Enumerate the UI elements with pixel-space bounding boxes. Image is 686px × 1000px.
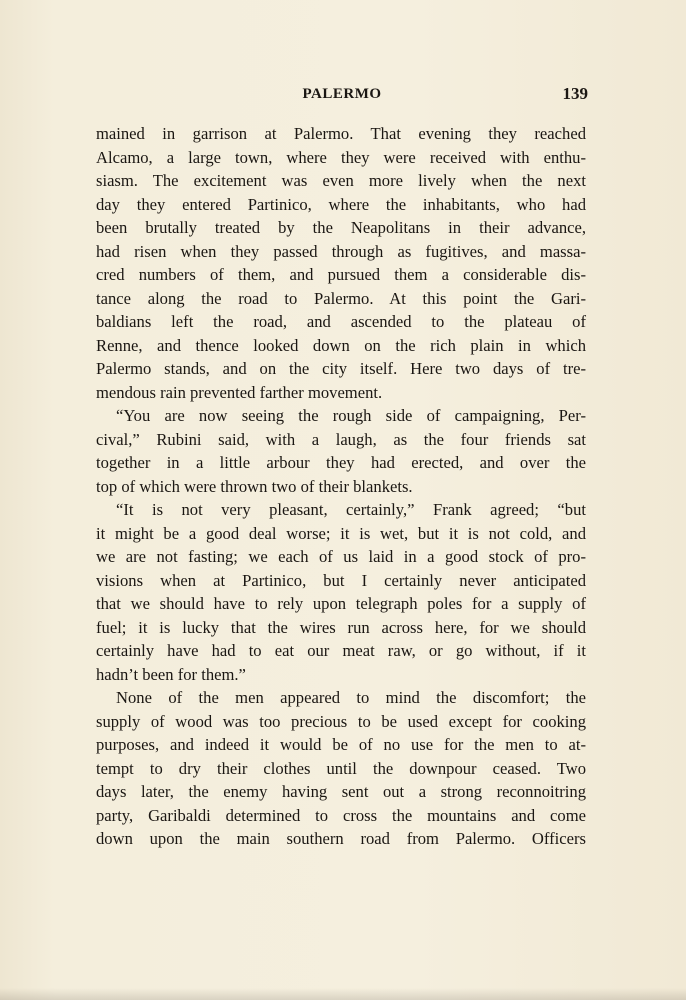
text-line: day they entered Partinico, where the inhabitants, who had (96, 194, 586, 214)
page-number: 139 (562, 84, 588, 103)
text-line: mendous rain prevented farther movement. (96, 382, 383, 402)
text-line: tempt to dry their clothes until the downpour ceased. Two (96, 758, 586, 778)
text-line: cival,” Rubini said, with a laugh, as the four friends sat (96, 429, 586, 449)
text-line: had risen when they passed through as fugitives, and massa- (96, 241, 586, 261)
text-line: been brutally treated by the Neapolitans in their advance, (96, 218, 586, 237)
text-line: we are not fasting; we each of us laid in a good stock of pro- (96, 547, 586, 566)
text-line: top of which were thrown two of their blankets. (96, 476, 413, 496)
text-line: cred numbers of them, and pursued them a considerable dis- (96, 265, 586, 284)
text-line: siasm. The excitement was even more lively when the next (96, 171, 586, 190)
text-line: None of the men appeared to mind the discomfort; the (116, 688, 586, 707)
text-line: “You are now seeing the rough side of campaigning, Per- (116, 406, 586, 425)
body-text (96, 122, 586, 851)
text-line: tance along the road to Palermo. At this point the Gari- (96, 288, 586, 308)
text-line: mained in garrison at Palermo. That evening they reached (96, 124, 586, 143)
text-line: hadn’t been for them.” (96, 664, 246, 684)
running-head (96, 86, 588, 108)
text-line: purposes, and indeed it would be of no use for the men to at- (96, 735, 586, 754)
text-line: down upon the main southern road from Palermo. Officers (96, 829, 586, 848)
text-line: Renne, and thence looked down on the rich plain in which (96, 335, 586, 355)
text-line: fuel; it is lucky that the wires run across here, for we should (96, 617, 586, 637)
text-line: visions when at Partinico, but I certainly never anticipated (96, 570, 586, 590)
text-line: supply of wood was too precious to be used except for cooking (96, 711, 586, 731)
chapter-title: PALERMO (302, 86, 382, 102)
page-bottom-shadow (0, 988, 686, 1000)
text-line: “It is not very pleasant, certainly,” Frank agreed; “but (116, 500, 586, 519)
text-line: Alcamo, a large town, where they were received with enthu- (96, 147, 586, 167)
text-line: Palermo stands, and on the city itself. Here two days of tre- (96, 359, 586, 378)
text-line: it might be a good deal worse; it is wet, but it is not cold, and (96, 523, 586, 543)
text-line: party, Garibaldi determined to cross the mountains and come (96, 805, 586, 825)
text-line: baldians left the road, and ascended to the plateau of (96, 312, 586, 331)
text-line: together in a little arbour they had erected, and over the (96, 453, 586, 472)
text-line: that we should have to rely upon telegraph poles for a supply of (96, 594, 586, 613)
text-line: certainly have had to eat our meat raw, or go without, if it (96, 641, 586, 660)
text-line: days later, the enemy having sent out a strong reconnoitring (96, 782, 586, 801)
